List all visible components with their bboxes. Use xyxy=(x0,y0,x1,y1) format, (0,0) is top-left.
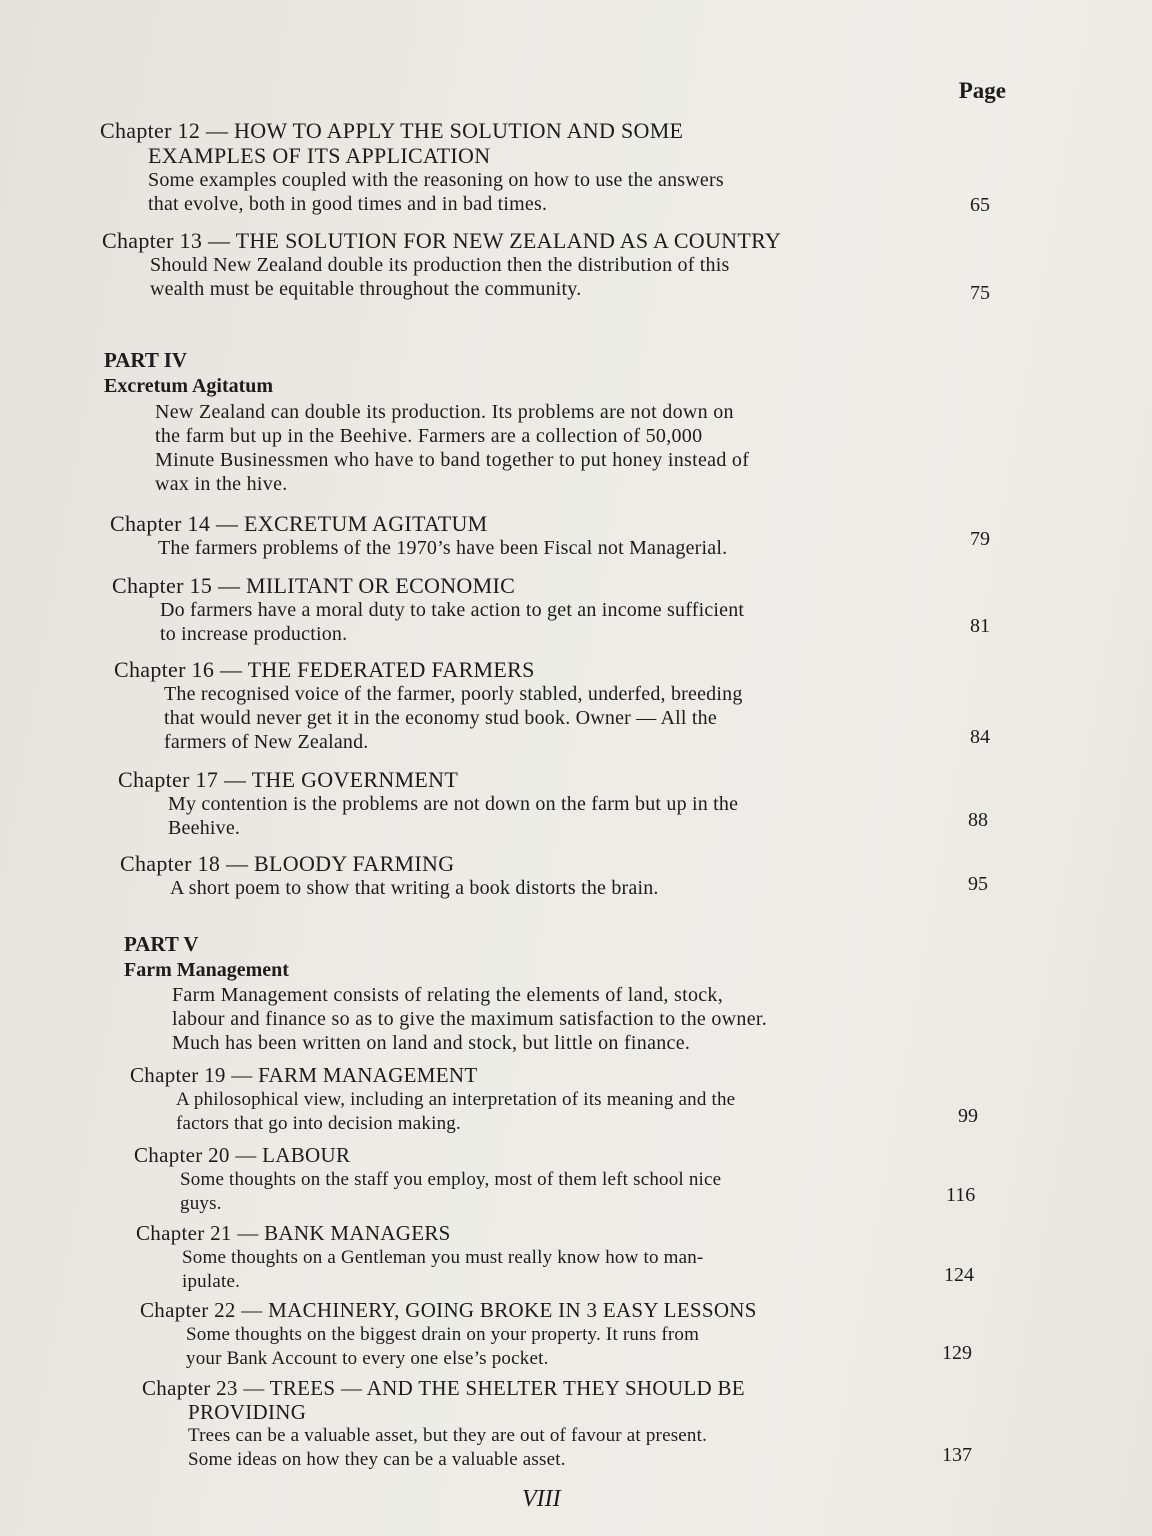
page-number: 81 xyxy=(970,615,990,637)
page-number: 88 xyxy=(968,809,988,831)
description-line: that evolve, both in good times and in bad times. xyxy=(148,193,548,215)
description-line: labour and finance so as to give the maximum satisfaction to the owner. xyxy=(172,1008,768,1030)
chapter-description xyxy=(112,598,744,646)
chapter-description xyxy=(120,876,659,900)
chapter-title-line: Chapter 12 — HOW TO APPLY THE SOLUTION AND SOME xyxy=(100,118,684,143)
description-line: The farmers problems of the 1970’s have been Fiscal not Managerial. xyxy=(158,537,728,559)
chapter-title: Chapter 19 — FARM MANAGEMENT xyxy=(130,1063,478,1087)
page-number: 95 xyxy=(968,873,988,895)
description-line: A short poem to show that writing a book distorts the brain. xyxy=(170,877,659,899)
chapter-title-continuation: EXAMPLES OF ITS APPLICATION xyxy=(148,143,491,168)
description-line: Much has been written on land and stock, but little on finance. xyxy=(172,1032,691,1054)
description-line: ipulate. xyxy=(182,1271,241,1292)
page-number: 79 xyxy=(970,528,990,550)
page-column-header: Page xyxy=(958,78,1006,103)
chapter-title xyxy=(142,1376,745,1424)
chapter-description xyxy=(100,168,724,216)
description-line: My contention is the problems are not down on the farm but up in the xyxy=(168,793,739,815)
description-line: that would never get it in the economy stud book. Owner — All the xyxy=(164,707,717,729)
toc-entry-chapter-18 xyxy=(120,851,659,900)
toc-entry-chapter-16 xyxy=(114,657,743,754)
chapter-description xyxy=(140,1323,757,1371)
page-number: 75 xyxy=(970,282,990,304)
chapter-title-continuation: PROVIDING xyxy=(188,1400,307,1424)
toc-entry-chapter-14 xyxy=(110,511,727,560)
chapter-title: Chapter 18 — BLOODY FARMING xyxy=(120,851,455,876)
page-number: 137 xyxy=(942,1444,972,1466)
part-description xyxy=(155,400,749,496)
chapter-description xyxy=(136,1246,703,1294)
chapter-title: Chapter 22 — MACHINERY, GOING BROKE IN 3 EASY LESSONS xyxy=(140,1298,757,1322)
description-line: Some thoughts on a Gentleman you must really know how to man- xyxy=(182,1247,704,1268)
description-line: Beehive. xyxy=(168,817,241,839)
part-subtitle: Excretum Agitatum xyxy=(104,375,274,397)
chapter-title xyxy=(100,118,724,168)
page-number: 116 xyxy=(946,1184,976,1206)
page-number: 84 xyxy=(970,726,990,748)
description-line: Some thoughts on the biggest drain on your property. It runs from xyxy=(186,1324,700,1345)
chapter-title: Chapter 14 — EXCRETUM AGITATUM xyxy=(110,511,488,536)
toc-entry-chapter-20 xyxy=(134,1143,721,1216)
chapter-title: Chapter 13 — THE SOLUTION FOR NEW ZEALAND AS A COUNTRY xyxy=(102,228,782,253)
toc-entry-chapter-15 xyxy=(112,573,744,646)
chapter-description xyxy=(134,1168,721,1216)
description-line: wax in the hive. xyxy=(155,473,288,495)
toc-entry-chapter-23 xyxy=(142,1376,745,1472)
part-subtitle: Farm Management xyxy=(124,959,289,981)
chapter-description xyxy=(102,253,781,301)
toc-entry-chapter-13 xyxy=(102,228,781,301)
description-line: Should New Zealand double its production then the distribution of this xyxy=(150,254,730,276)
description-line: Minute Businessmen who have to band together to put honey instead of xyxy=(155,449,750,471)
description-line: to increase production. xyxy=(160,623,348,645)
description-line: farmers of New Zealand. xyxy=(164,731,369,753)
chapter-title-line: Chapter 23 — TREES — AND THE SHELTER THEY SHOULD BE xyxy=(142,1376,745,1400)
chapter-description xyxy=(110,536,727,560)
chapter-title: Chapter 20 — LABOUR xyxy=(134,1143,351,1167)
description-line: A philosophical view, including an interpretation of its meaning and the xyxy=(176,1089,736,1110)
chapter-description xyxy=(114,682,743,754)
description-line: guys. xyxy=(180,1193,222,1214)
chapter-title: Chapter 17 — THE GOVERNMENT xyxy=(118,767,459,792)
description-line: the farm but up in the Beehive. Farmers are a collection of 50,000 xyxy=(155,425,703,447)
page-number: 99 xyxy=(958,1105,978,1127)
description-line: Trees can be a valuable asset, but they are out of favour at present. xyxy=(188,1425,708,1446)
description-line: The recognised voice of the farmer, poorly stabled, underfed, breeding xyxy=(164,683,743,705)
description-line: New Zealand can double its production. Its problems are not down on xyxy=(155,401,734,423)
description-line: Do farmers have a moral duty to take action to get an income sufficient xyxy=(160,599,745,621)
part-description xyxy=(172,983,767,1055)
toc-entry-chapter-21 xyxy=(136,1221,703,1294)
chapter-title: Chapter 16 — THE FEDERATED FARMERS xyxy=(114,657,535,682)
chapter-description xyxy=(118,792,738,840)
toc-entry-chapter-17 xyxy=(118,767,738,840)
description-line: Farm Management consists of relating the elements of land, stock, xyxy=(172,984,724,1006)
toc-entry-chapter-12 xyxy=(100,118,724,216)
toc-entry-chapter-22 xyxy=(140,1298,757,1371)
page-number: 124 xyxy=(944,1264,974,1286)
page-number: 65 xyxy=(970,194,990,216)
page-number: 129 xyxy=(942,1342,972,1364)
description-line: factors that go into decision making. xyxy=(176,1113,461,1134)
description-line: wealth must be equitable throughout the community. xyxy=(150,278,582,300)
chapter-title: Chapter 15 — MILITANT OR ECONOMIC xyxy=(112,573,516,598)
chapter-title: Chapter 21 — BANK MANAGERS xyxy=(136,1221,451,1245)
description-line: Some thoughts on the staff you employ, most of them left school nice xyxy=(180,1169,722,1190)
description-line: your Bank Account to every one else’s pocket. xyxy=(186,1348,549,1369)
chapter-description xyxy=(130,1088,735,1136)
description-line: Some examples coupled with the reasoning on how to use the answers xyxy=(148,169,724,191)
toc-entry-chapter-19 xyxy=(130,1063,735,1136)
description-line: Some ideas on how they can be a valuable asset. xyxy=(188,1449,566,1470)
part-label: PART V xyxy=(124,932,199,956)
page-folio: VIII xyxy=(522,1486,561,1512)
part-label: PART IV xyxy=(104,348,188,372)
chapter-description xyxy=(142,1424,745,1472)
